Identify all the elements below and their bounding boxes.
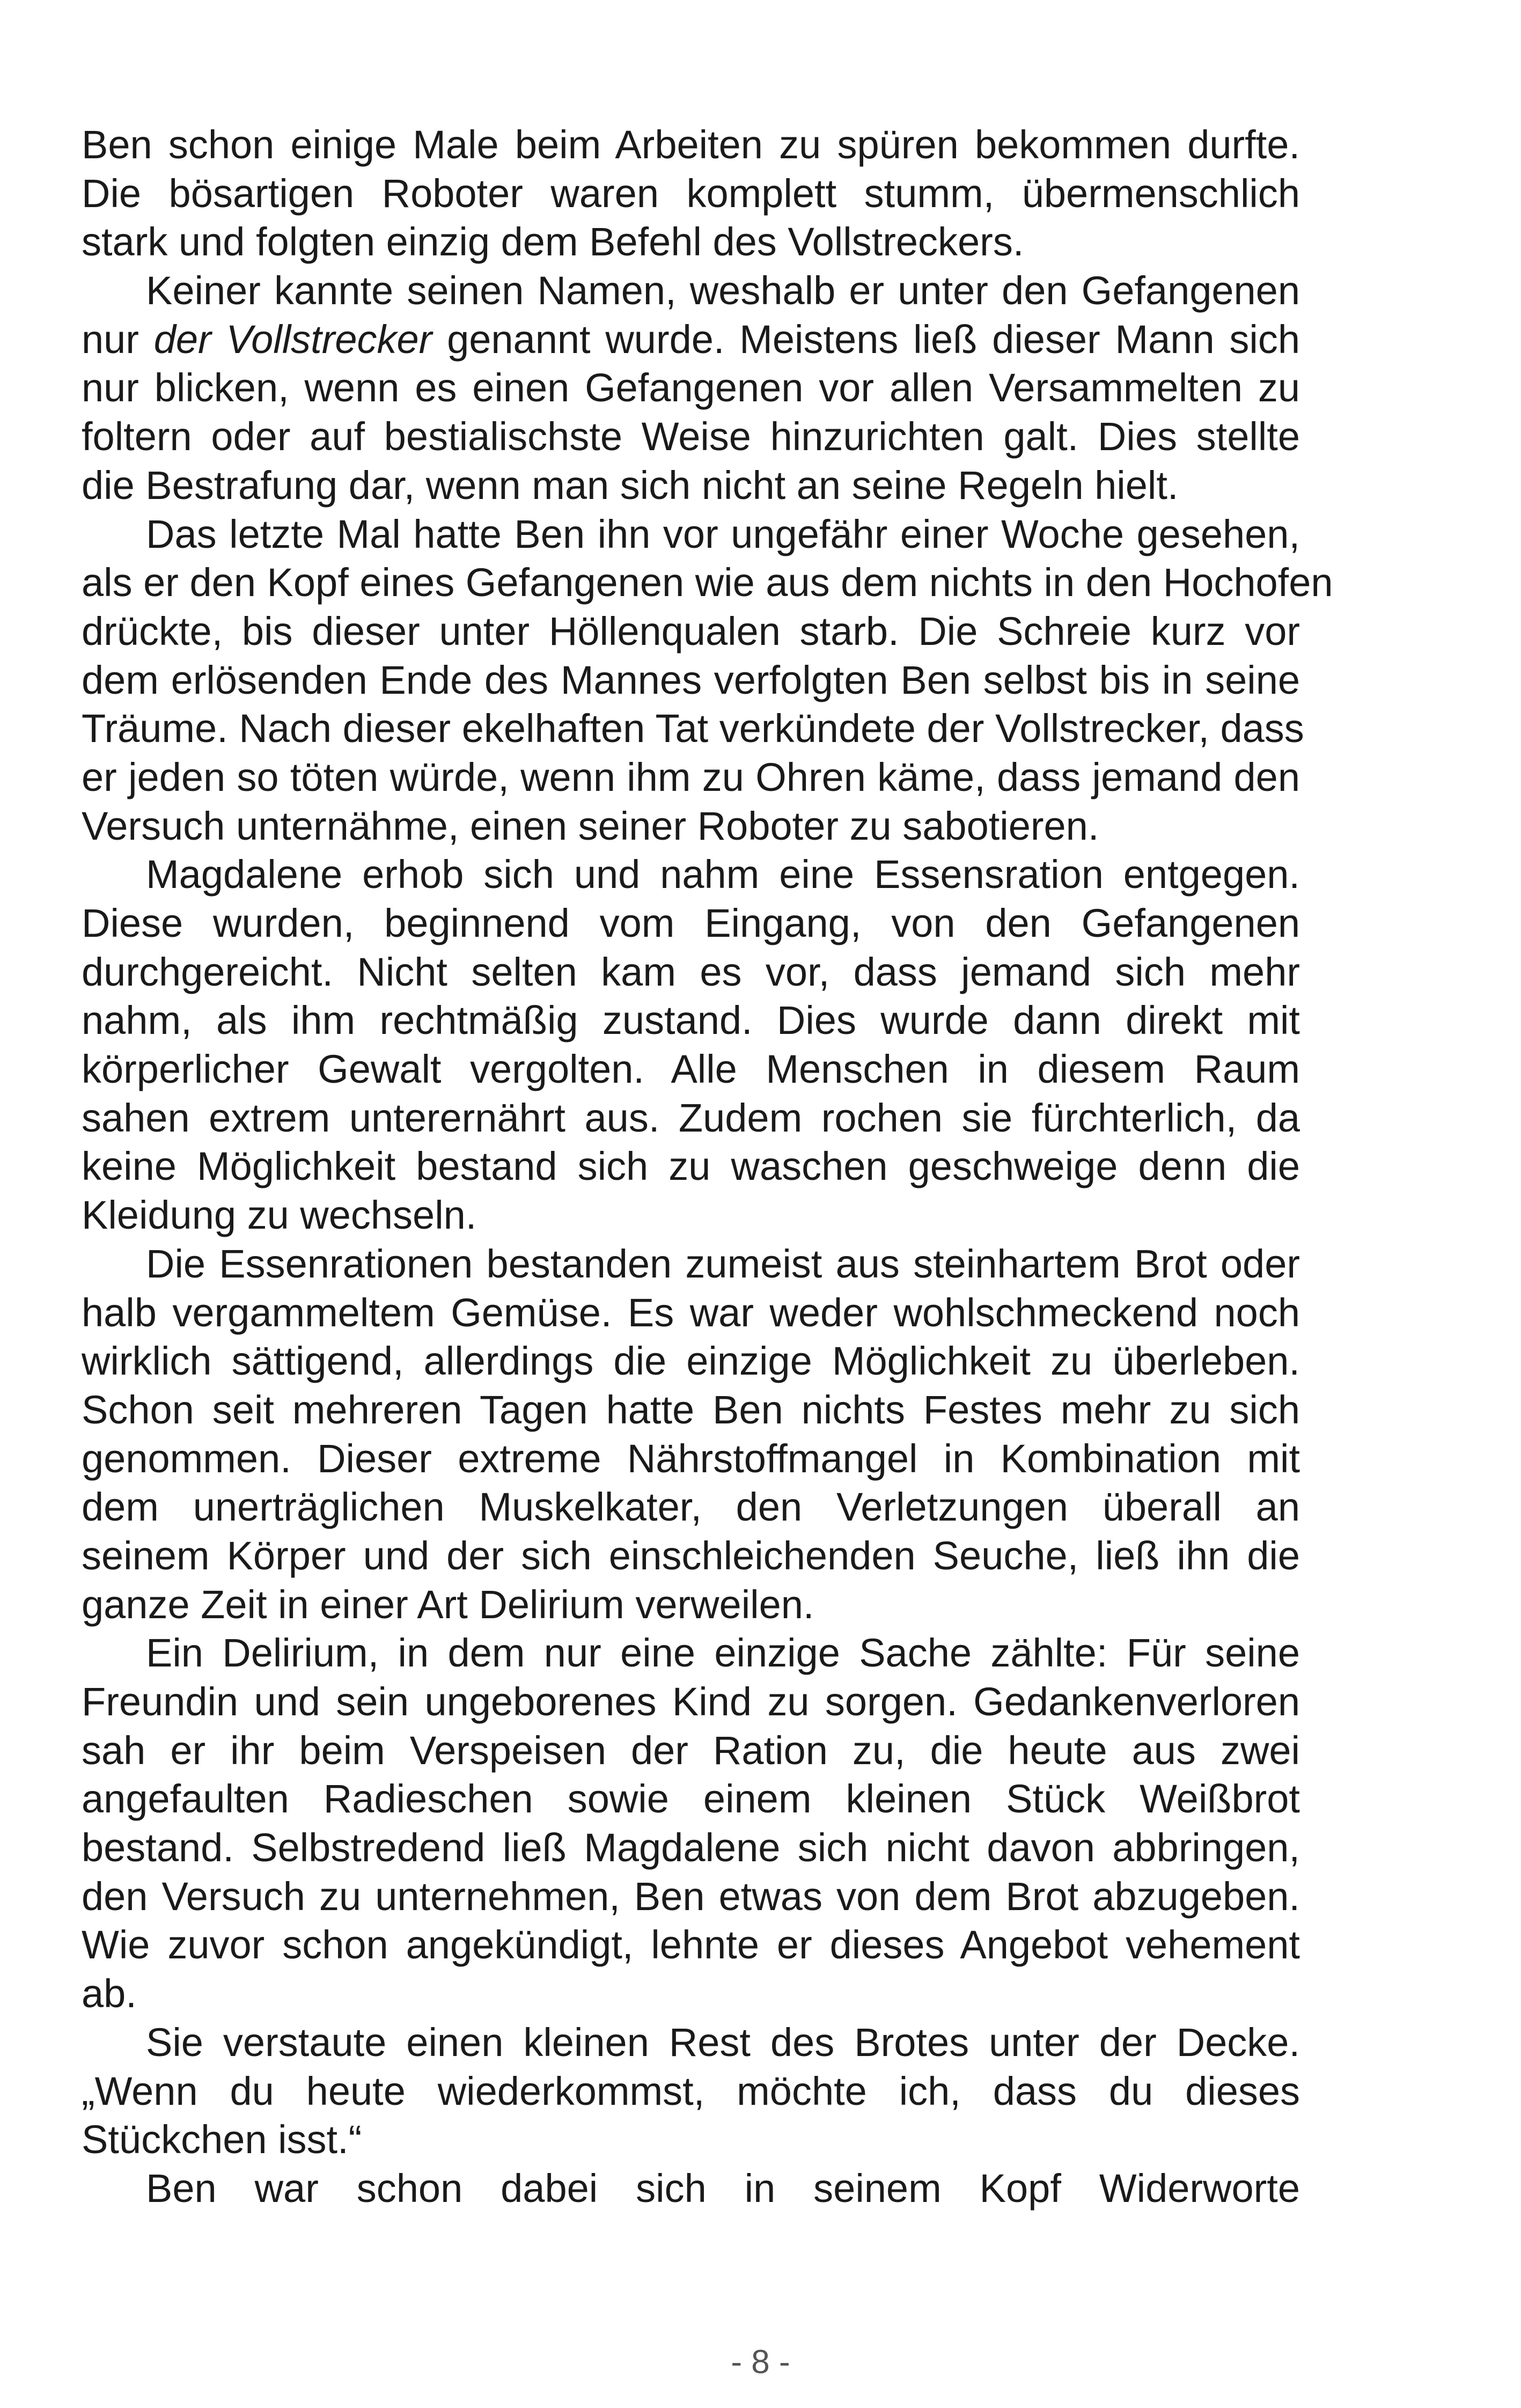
text-line [82, 850, 1300, 899]
text-line [82, 1532, 1300, 1581]
text-span: Kleidung zu wechseln. [82, 1193, 477, 1238]
text-line [82, 607, 1300, 656]
text-line [82, 1873, 1300, 1921]
text-span: ab. [82, 1971, 137, 2016]
text-line [82, 1483, 1300, 1532]
text-line [82, 1629, 1300, 1678]
text-line [82, 948, 1300, 997]
text-line [82, 413, 1300, 461]
text-line [82, 1727, 1300, 1775]
text-line [82, 1970, 1300, 2018]
text-line [82, 461, 1300, 510]
text-line [82, 1824, 1300, 1873]
text-line [82, 267, 1300, 315]
text-span: Träume. Nach dieser ekelhaften Tat verkündete der Vollstrecker, dass [82, 706, 1304, 751]
text-span: keine Möglichkeit bestand sich zu waschen geschweige denn die [82, 1144, 1300, 1189]
text-span: dem erlösenden Ende des Mannes verfolgten Ben selbst bis in seine [82, 657, 1300, 702]
text-line [82, 218, 1300, 267]
text-span: er jeden so töten würde, wenn ihm zu Ohren käme, dass jemand den [82, 754, 1300, 799]
text-line [82, 1045, 1300, 1094]
text-span: dem unerträglichen Muskelkater, den Verletzungen überall an [82, 1485, 1300, 1530]
text-span: den Versuch zu unternehmen, Ben etwas von dem Brot abzugeben. [82, 1874, 1300, 1919]
body-text [82, 121, 1333, 2213]
text-span: Sie verstaute einen kleinen Rest des Brotes unter der Decke. [146, 2020, 1300, 2065]
text-span: sahen extrem unterernährt aus. Zudem rochen sie fürchterlich, da [82, 1095, 1300, 1140]
text-span: stark und folgten einzig dem Befehl des Vollstreckers. [82, 219, 1024, 265]
text-span: sah er ihr beim Verspeisen der Ration zu, die heute aus zwei [82, 1728, 1300, 1773]
text-line [82, 656, 1300, 705]
text-line [82, 1191, 1300, 1240]
text-line [82, 2067, 1300, 2116]
text-span: Schon seit mehreren Tagen hatte Ben nichts Festes mehr zu sich [82, 1387, 1300, 1432]
text-line [82, 1240, 1300, 1289]
text-span: foltern oder auf bestialischste Weise hinzurichten galt. Dies stellte [82, 414, 1300, 459]
text-span: drückte, bis dieser unter Höllenqualen starb. Die Schreie kurz vor [82, 608, 1300, 654]
text-line [82, 1775, 1300, 1824]
text-line [82, 1289, 1300, 1338]
text-span: Freundin und sein ungeborenes Kind zu sorgen. Gedankenverloren [82, 1679, 1300, 1724]
text-line [82, 899, 1300, 948]
text-line [82, 996, 1300, 1045]
text-span: durchgereicht. Nicht selten kam es vor, dass jemand sich mehr [82, 949, 1300, 994]
text-span: genommen. Dieser extreme Nährstoffmangel in Kombination mit [82, 1436, 1300, 1481]
text-span: nur blicken, wenn es einen Gefangenen vor allen Versammelten zu [82, 365, 1300, 410]
text-span: Keiner kannte seinen Namen, weshalb er unter den Gefangenen [146, 268, 1300, 313]
text-line [82, 1094, 1300, 1143]
text-span: Diese wurden, beginnend vom Eingang, von den Gefangenen [82, 901, 1300, 945]
page-number: - 8 - [731, 2344, 790, 2381]
text-line [82, 364, 1300, 413]
text-line [82, 559, 1333, 607]
text-line [82, 170, 1300, 218]
text-line [82, 1435, 1300, 1484]
text-span: Stückchen isst.“ [82, 2117, 362, 2162]
text-line [82, 704, 1304, 753]
text-line [82, 315, 1300, 364]
text-line [82, 1581, 1300, 1629]
text-line [82, 1678, 1300, 1727]
text-span: Magdalene erhob sich und nahm eine Essensration entgegen. [146, 852, 1300, 897]
text-line [82, 510, 1300, 559]
text-line [82, 802, 1300, 851]
text-span: seinem Körper und der sich einschleichenden Seuche, ließ ihn die [82, 1533, 1300, 1578]
text-span: Ein Delirium, in dem nur eine einzige Sache zählte: Für seine [146, 1631, 1300, 1676]
text-span: Versuch unternähme, einen seiner Roboter zu sabotieren. [82, 803, 1099, 848]
text-span: Ben war schon dabei sich in seinem Kopf Widerworte [146, 2165, 1300, 2211]
text-line [82, 1337, 1300, 1386]
text-line [82, 1386, 1300, 1435]
text-line [82, 2116, 1300, 2164]
text-span: nahm, als ihm rechtmäßig zustand. Dies wurde dann direkt mit [82, 998, 1300, 1043]
text-span: nur [82, 317, 154, 362]
text-span: als er den Kopf eines Gefangenen wie aus dem nichts in den Hochofen [82, 560, 1333, 605]
text-span: körperlicher Gewalt vergolten. Alle Menschen in diesem Raum [82, 1047, 1300, 1092]
text-span: halb vergammeltem Gemüse. Es war weder wohlschmeckend noch [82, 1290, 1300, 1335]
text-span: angefaulten Radieschen sowie einem kleinen Stück Weißbrot [82, 1776, 1300, 1822]
text-span: genannt wurde. Meistens ließ dieser Mann sich [432, 317, 1300, 362]
text-line [82, 1142, 1300, 1191]
text-line [82, 121, 1300, 170]
text-line [82, 2018, 1300, 2067]
text-span: die Bestrafung dar, wenn man sich nicht an seine Regeln hielt. [82, 462, 1179, 508]
text-span: Das letzte Mal hatte Ben ihn vor ungefähr einer Woche gesehen, [146, 511, 1300, 556]
text-span: Wie zuvor schon angekündigt, lehnte er dieses Angebot vehement [82, 1922, 1300, 1967]
text-span: wirklich sättigend, allerdings die einzige Möglichkeit zu überleben. [82, 1339, 1300, 1384]
text-line [82, 753, 1300, 802]
text-span: Die bösartigen Roboter waren komplett stumm, übermenschlich [82, 171, 1300, 216]
text-span: ganze Zeit in einer Art Delirium verweilen. [82, 1582, 814, 1627]
text-span: Die Essenrationen bestanden zumeist aus steinhartem Brot oder [146, 1241, 1300, 1286]
text-span: bestand. Selbstredend ließ Magdalene sich nicht davon abbringen, [82, 1825, 1300, 1870]
italic-text-span: der Vollstrecker [153, 317, 432, 362]
text-span: Ben schon einige Male beim Arbeiten zu spüren bekommen durfte. [82, 122, 1300, 167]
text-line [82, 2164, 1300, 2213]
text-line [82, 1921, 1300, 1970]
text-span: „Wenn du heute wiederkommst, möchte ich, dass du dieses [82, 2068, 1300, 2113]
